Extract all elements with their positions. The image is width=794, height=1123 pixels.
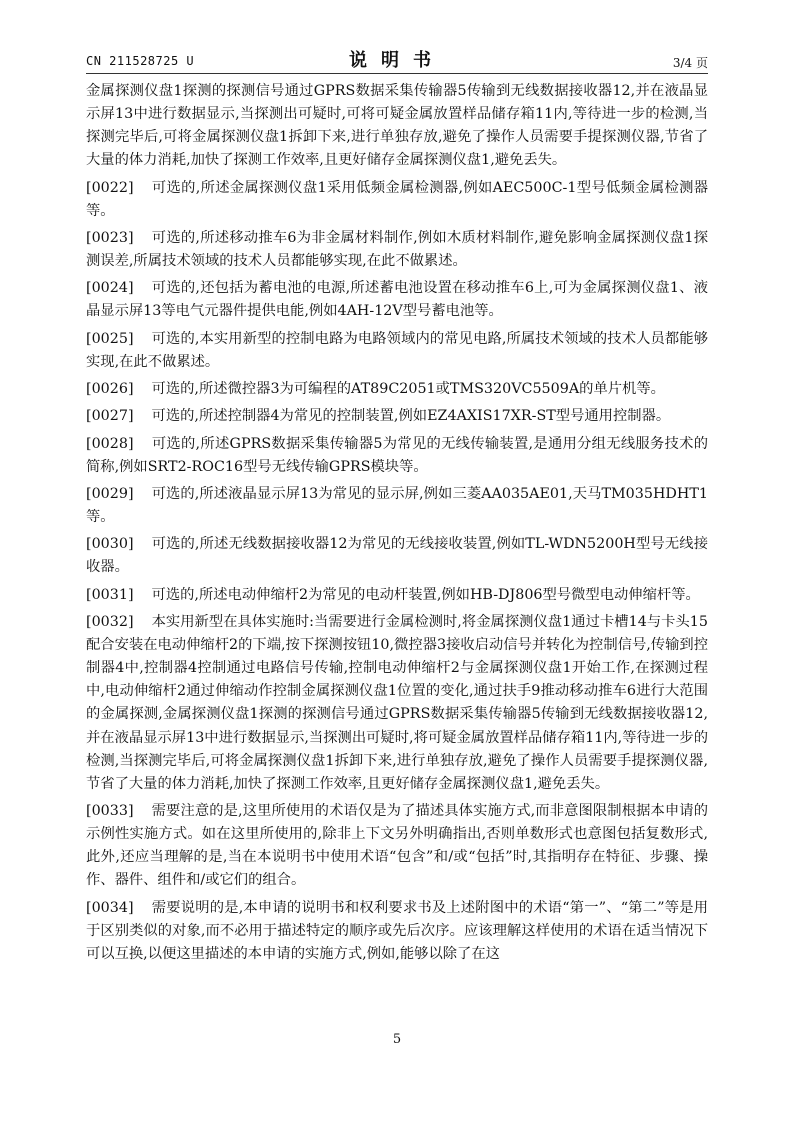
paragraph-number: [0024] bbox=[86, 280, 134, 297]
paragraph-text: 可选的,所述金属探测仪盘1采用低频金属检测器,例如AEC500C-1型号低频金属检测器等。 bbox=[86, 179, 708, 219]
paragraph-text: 可选的,所述无线数据接收器12为常见的无线接收装置,例如TL-WDN5200H型号无线接收器。 bbox=[86, 536, 708, 576]
paragraph-0024 bbox=[86, 277, 708, 323]
paragraph-0029 bbox=[86, 483, 708, 529]
paragraph-text: 可选的,所述移动推车6为非金属材料制作,例如木质材料制作,避免影响金属探测仪盘1探测误差,所属技术领域的技术人员都能够实现,在此不做累述。 bbox=[86, 229, 708, 270]
paragraph-0030 bbox=[86, 533, 708, 579]
paragraph-text: 可选的,所述液晶显示屏13为常见的显示屏,例如三菱AA035AE01,天马TM035HDHT1等。 bbox=[86, 486, 708, 526]
paragraph-text: 可选的,所述微控器3为可编程的AT89C2051或TMS320VC5509A的单片机等。 bbox=[151, 381, 665, 398]
paragraph-text: 可选的,所述电动伸缩杆2为常见的电动杆装置,例如HB-DJ806型号微型电动伸缩杆等。 bbox=[151, 586, 700, 603]
page-indicator: 3/4 页 bbox=[672, 56, 708, 70]
paragraph-number: [0029] bbox=[86, 486, 134, 502]
paragraph-text: 需要说明的是,本申请的说明书和权利要求书及上述附图中的术语“第一”、“第二”等是用于区别类似的对象,而不必用于描述特定的顺序或先后次序。应该理解这样使用的术语在适当情况下可以互换,以便这里描述的本申请的实施方式,例如,能够以除了在这 bbox=[86, 899, 708, 962]
paragraph-number: [0026] bbox=[86, 381, 134, 398]
paragraph-number: [0034] bbox=[86, 899, 134, 916]
paragraph-text: 可选的,还包括为蓄电池的电源,所述蓄电池设置在移动推车6上,可为金属探测仪盘1、液晶显示屏13等电气元器件提供电能,例如4AH-12V型号蓄电池等。 bbox=[86, 280, 708, 320]
paragraph-0033 bbox=[86, 800, 708, 892]
paragraph-0031 bbox=[86, 584, 708, 607]
paragraph-text: 可选的,本实用新型的控制电路为电路领域内的常见电路,所属技术领域的技术人员都能够实现,在此不做累述。 bbox=[86, 330, 708, 370]
paragraph-0027 bbox=[86, 405, 708, 428]
paragraph-continued bbox=[86, 80, 708, 172]
paragraph-text: 可选的,所述控制器4为常见的控制装置,例如EZ4AXIS17XR-ST型号通用控制器。 bbox=[151, 408, 671, 425]
paragraph-text: 本实用新型在具体实施时:当需要进行金属检测时,将金属探测仪盘1通过卡槽14与卡头15配合安装在电动伸缩杆2的下端,按下探测按钮10,微控器3接收启动信号并转化为控制信号,传输到控制器4中,控制器4控制通过电路信号传输,控制电动伸缩杆2与金属探测仪盘1开始工作,在探测过程中,电动伸缩杆2通过伸缩动作控制金属探测仪盘1位置的变化,通过扶手9推动移动推车6进行大范围的金属探测,金属探测仪盘1探测的探测信号通过GPRS数据采集传输器5传输到无线数据接收器12,并在液晶显示屏13中进行数据显示,当探测出可疑时,将可疑金属放置样品储存箱11内,等待进一步的检测,当探测完毕后,可将金属探测仪盘1拆卸下来,进行单独存放,避免了操作人员需要手提探测仪器,节省了大量的体力消耗,加快了探测工作效率,且更好储存金属探测仪盘1,避免丢失。 bbox=[86, 614, 708, 792]
paragraph-text: 需要注意的是,这里所使用的术语仅是为了描述具体实施方式,而非意图限制根据本申请的示例性实施方式。如在这里所使用的,除非上下文另外明确指出,否则单数形式也意图包括复数形式,此外,还应当理解的是,当在本说明书中使用术语“包含”和/或“包括”时,其指明存在特征、步骤、操作、器件、组件和/或它们的组合。 bbox=[86, 802, 708, 889]
paragraph-number: [0031] bbox=[86, 586, 134, 603]
paragraph-number: [0028] bbox=[86, 435, 134, 452]
patent-number: CN 211528725 U bbox=[86, 54, 195, 68]
paragraph-0028 bbox=[86, 433, 708, 479]
paragraph-number: [0022] bbox=[86, 179, 134, 196]
paragraph-text: 可选的,所述GPRS数据采集传输器5为常见的无线传输装置,是通用分组无线服务技术的简称,例如SRT2-ROC16型号无线传输GPRS模块等。 bbox=[86, 435, 708, 475]
paragraph-0025 bbox=[86, 328, 708, 374]
page-header bbox=[86, 44, 708, 74]
paragraph-number: [0025] bbox=[86, 330, 134, 347]
paragraph-number: [0023] bbox=[86, 229, 134, 246]
document-body bbox=[86, 80, 708, 970]
paragraph-0032 bbox=[86, 611, 708, 796]
paragraph-0023 bbox=[86, 227, 708, 273]
paragraph-text: 金属探测仪盘1探测的探测信号通过GPRS数据采集传输器5传输到无线数据接收器12,并在液晶显示屏13中进行数据显示,当探测出可疑时,可将可疑金属放置样品储存箱11内,等待进一步的检测,当探测完毕后,可将金属探测仪盘1拆卸下来,进行单独存放,避免了操作人员需要手提探测仪器,节省了大量的体力消耗,加快了探测工作效率,且更好储存金属探测仪盘1,避免丢失。 bbox=[86, 83, 708, 169]
header-divider bbox=[86, 73, 708, 74]
paragraph-0022 bbox=[86, 177, 708, 223]
paragraph-number: [0027] bbox=[86, 408, 134, 425]
paragraph-number: [0033] bbox=[86, 802, 134, 819]
page-number: 5 bbox=[392, 1032, 402, 1047]
paragraph-0034 bbox=[86, 897, 708, 966]
document-title: 说明书 bbox=[349, 50, 445, 71]
paragraph-number: [0030] bbox=[86, 536, 134, 553]
paragraph-number: [0032] bbox=[86, 614, 134, 631]
paragraph-0026 bbox=[86, 378, 708, 401]
